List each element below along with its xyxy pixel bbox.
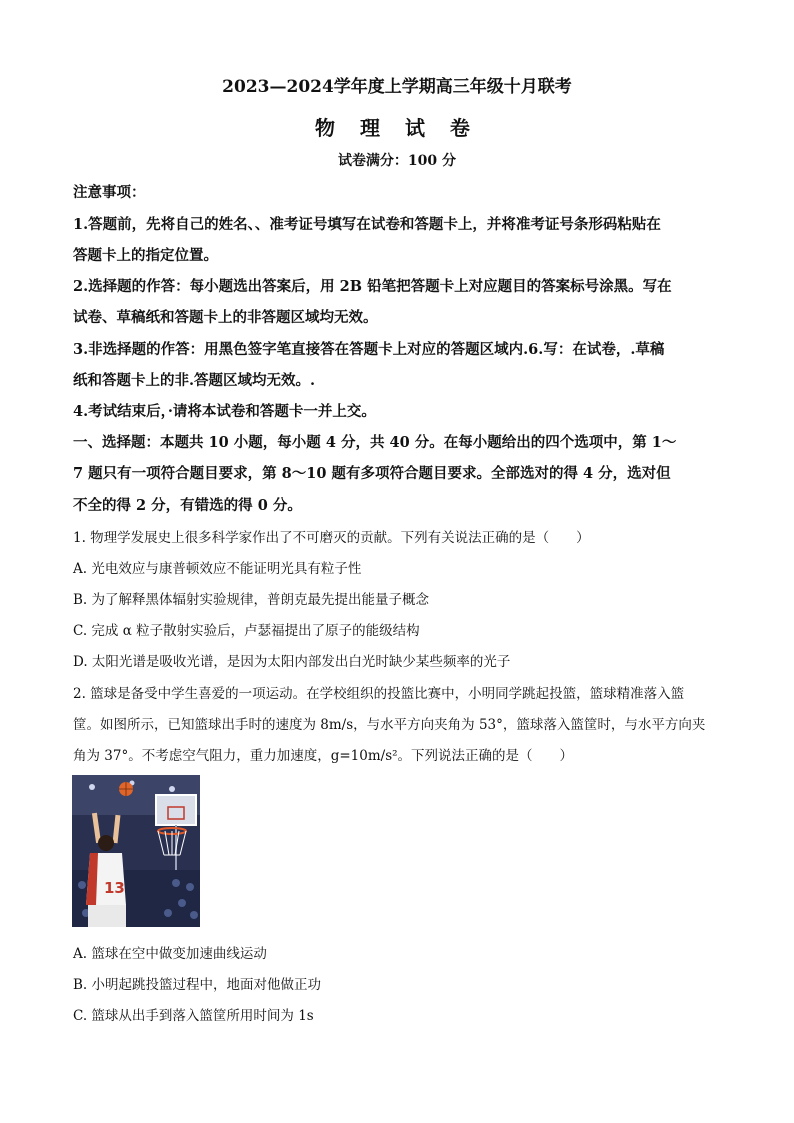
question-1-stem: 1. 物理学发展史上很多科学家作出了不可磨灭的贡献。下列有关说法正确的是（ ） xyxy=(73,530,590,546)
question-2-stem: 筐。如图所示，已知篮球出手时的速度为 8m/s，与水平方向夹角为 53°，篮球落入篮筐时，与水平方向夹 xyxy=(73,717,706,733)
q1-option-d: D. 太阳光谱是吸收光谱，是因为太阳内部发出白光时缺少某些频率的光子 xyxy=(73,654,511,670)
note-line: 4.考试结束后，·请将本试卷和答题卡一并上交。 xyxy=(73,403,376,420)
section-instructions: 不全的得 2 分，有错选的得 0 分。 xyxy=(73,497,302,514)
q2-option-b: B. 小明起跳投篮过程中，地面对他做正功 xyxy=(73,977,322,993)
jersey-number: 13 xyxy=(104,879,125,897)
q1-option-a: A. 光电效应与康普顿效应不能证明光具有粒子性 xyxy=(73,561,362,577)
section-instructions: 7 题只有一项符合题目要求，第 8～10 题有多项符合题目要求。全部选对的得 4 分，选对但 xyxy=(73,465,671,482)
exam-title: 2023—2024学年度上学期高三年级十月联考 xyxy=(222,77,572,97)
note-line: 2.选择题的作答：每小题选出答案后，用 2B 铅笔把答题卡上对应题目的答案标号涂黑。写在 xyxy=(73,278,672,295)
note-line: 试卷、草稿纸和答题卡上的非答题区域均无效。 xyxy=(73,309,378,326)
note-line: 答题卡上的指定位置。 xyxy=(73,247,218,264)
note-line: 纸和答题卡上的非.答题区域均无效。. xyxy=(73,372,316,389)
basketball-photo xyxy=(72,775,200,927)
note-line: 1.答题前，先将自己的姓名、、准考证号填写在试卷和答题卡上，并将准考证号条形码粘贴在 xyxy=(73,216,661,233)
question-2-stem: 2. 篮球是备受中学生喜爱的一项运动。在学校组织的投篮比赛中，小明同学跳起投篮，篮球精准落入篮 xyxy=(73,686,685,702)
q1-option-b: B. 为了解释黑体辐射实验规律，普朗克最先提出能量子概念 xyxy=(73,592,430,608)
q2-option-a: A. 篮球在空中做变加速曲线运动 xyxy=(73,946,267,962)
subject-title: 物 理 试 卷 xyxy=(315,116,479,140)
q2-option-c: C. 篮球从出手到落入篮筐所用时间为 1s xyxy=(73,1008,314,1024)
notes-heading: 注意事项： xyxy=(73,184,146,201)
section-instructions: 一、选择题：本题共 10 小题，每小题 4 分，共 40 分。在每小题给出的四个选项中，第 1～ xyxy=(73,434,677,451)
full-score: 试卷满分：100 分 xyxy=(337,153,457,169)
note-line: 3.非选择题的作答：用黑色签字笔直接答在答题卡上对应的答题区域内.6.写：在试卷，.草稿 xyxy=(73,341,665,358)
q1-option-c: C. 完成 α 粒子散射实验后，卢瑟福提出了原子的能级结构 xyxy=(73,623,420,639)
question-2-stem: 角为 37°。不考虑空气阻力，重力加速度，g=10m/s²。下列说法正确的是（ ） xyxy=(73,748,574,764)
